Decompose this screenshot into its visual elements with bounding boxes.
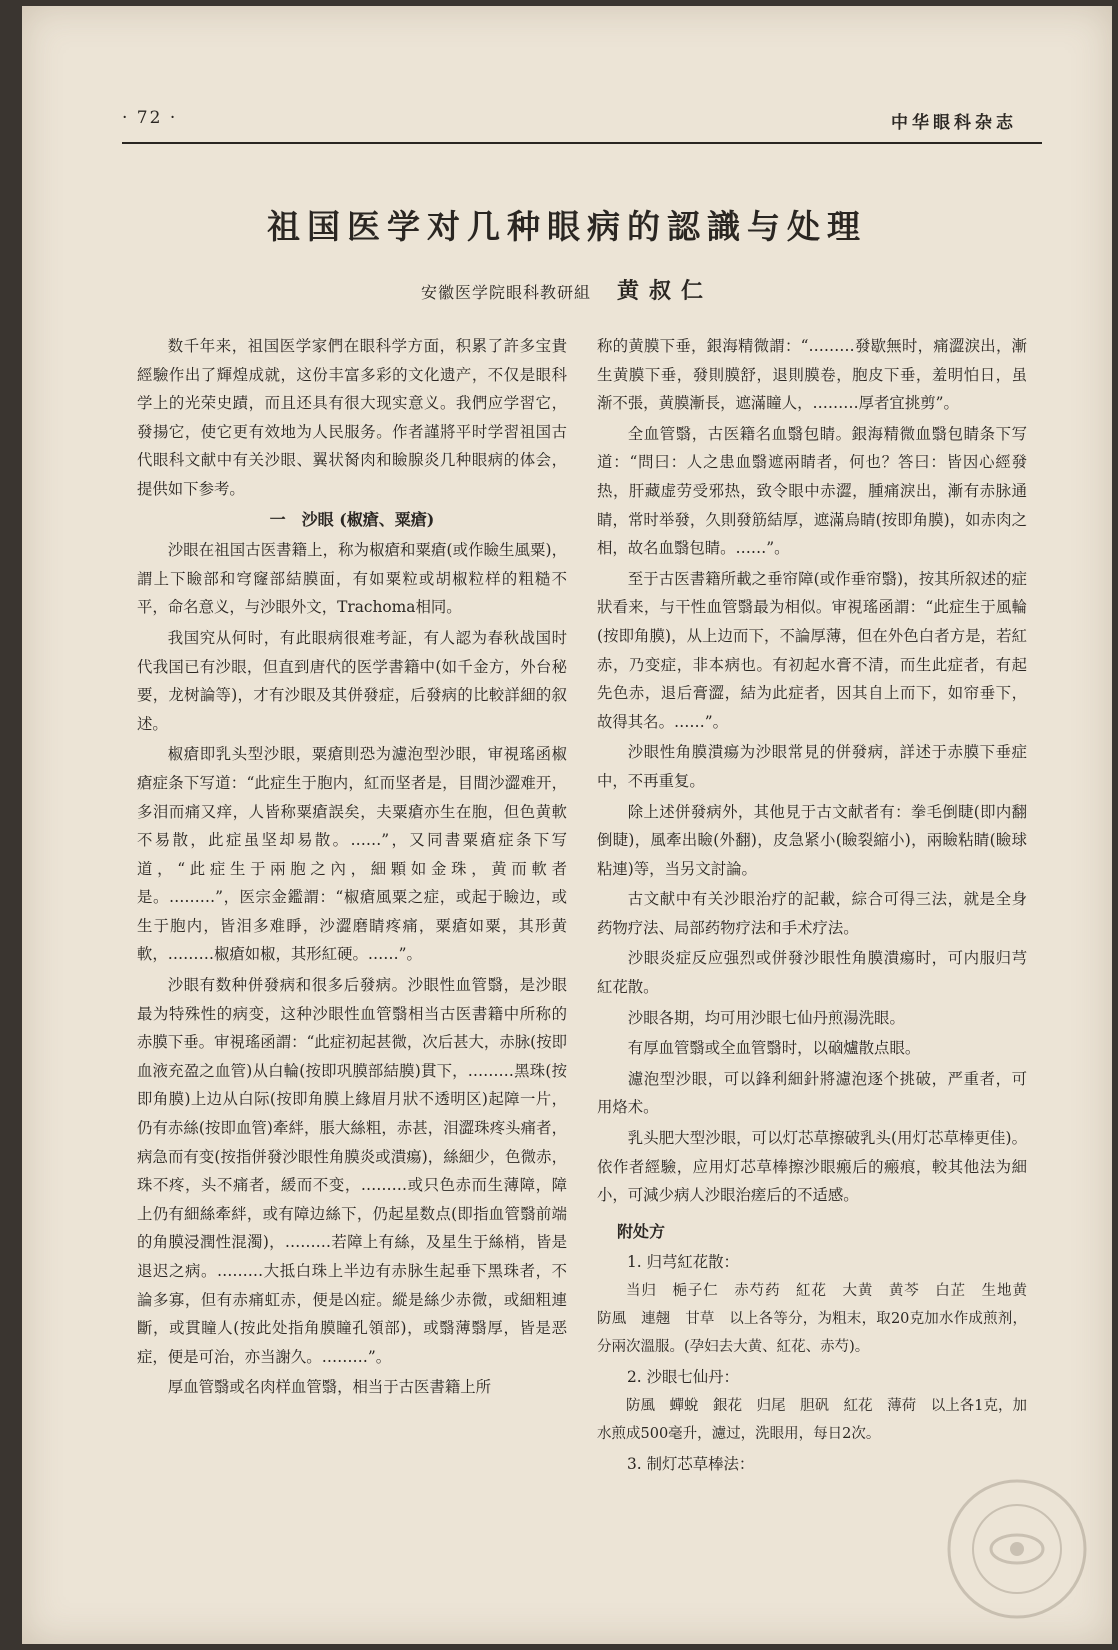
paragraph: 沙眼在祖国古医書籍上，称为椒瘡和粟瘡(或作瞼生風粟)，謂上下瞼部和穹窿部結膜面，有如粟粒或胡椒粒样的粗糙不平，命名意义，与沙眼外文，Trachoma相同。	[137, 541, 567, 617]
header-rule	[122, 142, 1042, 144]
paragraph: 除上述併發病外，其他見于古文献者有：拳毛倒睫(即内翻倒睫)，風牽出瞼(外翻)，皮急紧小(瞼裂縮小)，兩瞼粘睛(瞼球粘連)等，当另文討論。	[597, 802, 1027, 878]
prescription-title: 2. 沙眼七仙丹：	[627, 1368, 739, 1386]
author-affiliation: 安徽医学院眼科教研組	[420, 283, 591, 302]
intro-paragraph: 数千年来，祖国医学家們在眼科学方面，积累了許多宝貴經驗作出了輝煌成就，这份丰富多彩的文化遗产，不仅是眼科学上的光荣史蹟，而且还具有很大现实意义。我們应学習它，發揚它，使它更有效地为人民服务。作者謹將平时学習祖国古代眼科文献中有关沙眼、翼状胬肉和瞼腺炎几种眼病的体会，提供如下参考。	[137, 337, 567, 498]
journal-name: 中华眼科杂志	[891, 113, 1017, 133]
paragraph: 椒瘡即乳头型沙眼，粟瘡則恐为濾泡型沙眼，审視瑤函椒瘡症条下写道：“此症生于胞内，紅而坚者是，目間沙澀难开，多泪而痛又痒，人皆称粟瘡誤矣，夫粟瘡亦生在胞，但色黄軟不易散，此症虽坚却易散。……”，又同書粟瘡症条下写道，“此症生于兩胞之內，細顆如金珠，黄而軟者是。………”，医宗金鑑謂：“椒瘡風粟之症，或起于瞼边，或生于胞内，皆泪多难睜，沙澀磨睛疼痛，粟瘡如粟，其形黄軟，………椒瘡如椒，其形紅硬。……”。	[137, 745, 567, 964]
prescription-body: 当归 梔子仁 赤芍药 紅花 大黄 黄芩 白芷 生地黄 防風 連翹 甘草 以上各等分，为粗末，取20克加水作成煎剂，分兩次溫服。(孕妇去大黄、紅花、赤芍)。	[597, 1283, 1042, 1355]
paragraph: 称的黄膜下垂，銀海精微謂：“………發歇無时，痛澀淚出，漸生黄膜下垂，發則膜舒，退則膜卷，胞皮下垂，羞明怕日，虽渐不張，黄膜漸長，遮滿瞳人，………厚者宜挑剪”。	[597, 337, 1027, 413]
paragraph: 乳头肥大型沙眼，可以灯芯草擦破乳头(用灯芯草棒更佳)。依作者經驗，应用灯芯草棒擦沙眼瘢后的瘢痕，較其他法为細小，可減少病人沙眼治瘥后的不适感。	[597, 1129, 1027, 1205]
paragraph: 至于古医書籍所載之垂帘障(或作垂帘翳)，按其所叙述的症狀看来，与干性血管翳最为相似。审視瑤函謂：“此症生于風輪(按即角膜)，从上边而下，不論厚薄，但在外色白者方是，若紅赤，乃变症，非本病也。有初起水膏不清，而生此症者，有起先色赤，退后膏澀，結为此症者，因其自上而下，如帘垂下，故得其名。……”。	[597, 569, 1027, 731]
paragraph: 厚血管翳或名肉样血管翳，相当于古医書籍上所	[167, 1378, 492, 1397]
paragraph: 有厚血管翳或全血管翳时，以硇爐散点眼。	[627, 1039, 921, 1058]
prescription-heading: 附处方	[617, 1221, 666, 1241]
paragraph: 我国究从何时，有此眼病很难考証，有人認为春秋战国时代我国已有沙眼，但直到唐代的医学書籍中(如千金方，外台秘要，龙树論等)，才有沙眼及其併發症，后發病的比較詳細的叙述。	[137, 628, 567, 733]
author-name: 黄叔仁	[617, 278, 714, 304]
prescription-body: 防風 蟬蛻 銀花 归尾 胆矾 紅花 薄荷 以上各1克，加水煎成500毫升，濾过，洗眼用，每日2次。	[597, 1397, 1027, 1442]
paragraph: 沙眼性角膜潰瘍为沙眼常見的併發病，詳述于赤膜下垂症中，不再重复。	[597, 743, 1027, 790]
paragraph: 濾泡型沙眼，可以鋒利細針將濾泡逐个挑破，严重者，可用烙术。	[597, 1069, 1027, 1117]
page-number: · 72 ·	[122, 108, 178, 128]
right-column	[597, 332, 1042, 1478]
paragraph: 沙眼炎症反应强烈或併發沙眼性角膜潰瘍时，可内服归芎紅花散。	[597, 949, 1027, 997]
prescription-title: 3. 制灯芯草棒法：	[627, 1454, 755, 1473]
byline	[22, 274, 1112, 305]
paragraph: 古文献中有关沙眼治疗的記載，綜合可得三法，就是全身药物疗法、局部药物疗法和手术疗法。	[597, 890, 1027, 937]
journal-page	[22, 6, 1112, 1644]
paragraph: 沙眼有数种併發病和很多后發病。沙眼性血管翳，是沙眼最为特殊性的病变，这种沙眼性血管翳相当古医書籍中所称的赤膜下垂。审視瑤函謂：“此症初起甚微，次后甚大，赤脉(按即血液充盈之血管)从白輪(按即巩膜部結膜)貫下，………黑珠(按即角膜)上边从白际(按即角膜上緣眉月狀不透明区)起障一片，仍有赤絲(按即血管)牽絆，脹大絲粗，赤甚，泪澀珠疼头痛者，病急而有变(按指併發沙眼性角膜炎或潰瘍)，絲細少，色微赤，珠不疼，头不痛者，緩而不变，………或只色赤而生薄障，障上仍有細絲牽絆，或有障边絲下，仍起星数点(即指血管翳前端的角膜浸潤性混濁)，………若障上有絲，及星生于絲梢，皆是退迟之病。………大抵白珠上半边有赤脉生起垂下黑珠者，不論多寡，但有赤痛虹赤，便是凶症。縱是絲少赤微，或細粗連斷，或貫瞳人(按此处指角膜瞳孔領部)，或翳薄翳厚，皆是恶症，便是可治，亦当謝久。………”。	[137, 976, 567, 1366]
left-column	[137, 332, 567, 1404]
museum-seal-watermark	[942, 1474, 1092, 1624]
paragraph: 全血管翳，古医籍名血翳包睛。銀海精微血翳包睛条下写道：“問曰：人之患血翳遮兩睛者，何也？答曰：皆因心經發热，肝藏虚劳受邪热，致令眼中赤澀，腫痛淚出，漸有赤脉通睛，常时举發，久則發筋結厚，遮滿烏睛(按即角膜)，如赤肉之相，故名血翳包睛。……”。	[597, 424, 1027, 558]
section-heading: 一 沙眼 (椒瘡、粟瘡)	[269, 509, 435, 529]
paragraph: 沙眼各期，均可用沙眼七仙丹煎湯洗眼。	[627, 1008, 905, 1027]
article-title: 祖国医学对几种眼病的認識与处理	[267, 207, 867, 246]
prescription-title: 1. 归芎紅花散：	[627, 1253, 739, 1272]
